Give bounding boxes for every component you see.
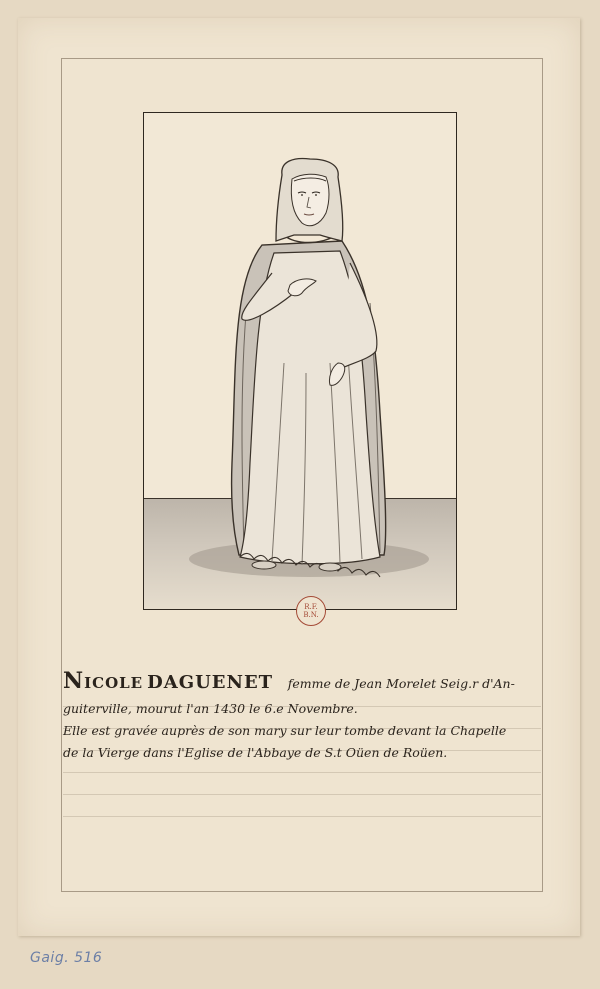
caption-line-1-rest: femme de Jean Morelet Seig.r d'An- [287, 676, 515, 691]
drawing-frame [143, 112, 457, 610]
stamp-line-1: R.F. [304, 603, 318, 611]
ruled-line [63, 794, 541, 795]
inscription-caption [63, 664, 543, 764]
caption-line-2: guiterville, mourut l'an 1430 le 6.e Novembre. [63, 701, 358, 716]
stamp-line-2: B.N. [303, 611, 319, 619]
sitter-name [63, 668, 282, 694]
shelfmark-pencil-note: Gaig. 516 [30, 950, 103, 966]
last-name: DAGUENET [147, 672, 274, 693]
standing-woman-figure [144, 113, 456, 609]
caption-line-4: de la Vierge dans l'Eglise de l'Abbaye de S.t Oüen de Roüen. [63, 745, 448, 760]
ruled-line [63, 772, 541, 773]
ruled-line [63, 816, 541, 817]
first-name: Nicole [63, 668, 144, 694]
caption-line-3: Elle est gravée auprès de son mary sur leur tombe devant la Chapelle [63, 723, 507, 738]
caption-line-1 [63, 664, 543, 698]
library-stamp [296, 596, 326, 626]
